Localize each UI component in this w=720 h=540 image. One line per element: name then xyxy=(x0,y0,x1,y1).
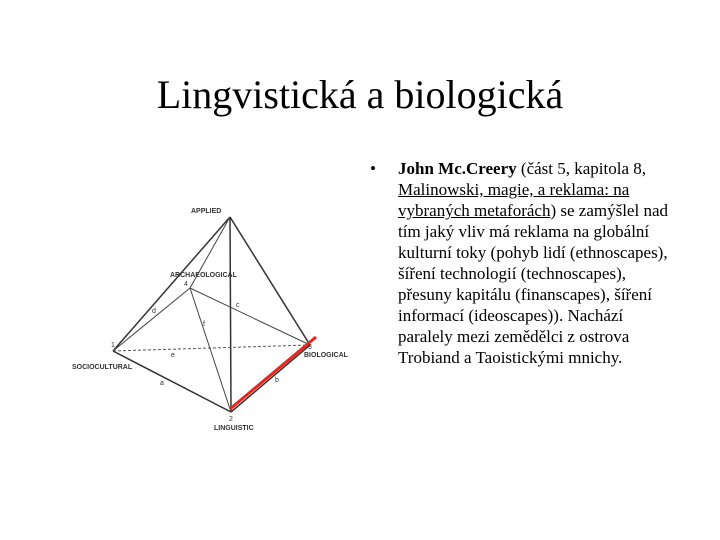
bullet-text xyxy=(398,158,670,368)
vertex-num-archaeological: 4 xyxy=(184,281,188,288)
edge-label-e: e xyxy=(171,352,175,359)
vertex-label-archaeological: ARCHAEOLOGICAL xyxy=(170,272,237,279)
edge-label-c: c xyxy=(236,302,240,309)
edge-label-f: f xyxy=(203,321,205,328)
slide-title: Lingvistická a biologická xyxy=(156,72,564,117)
edge-label-b: b xyxy=(275,377,279,384)
edge-applied-linguistic xyxy=(230,217,231,412)
edge-sociocultural-linguistic xyxy=(113,351,231,412)
vertex-num-biological: 3 xyxy=(308,344,312,351)
edge-sociocultural-biological xyxy=(113,345,310,351)
bullet-text-part2: ) se zamýšlel nad tím jaký vliv má reklama na globální kulturní toky (pohyb lidí (ethnoscapes), šíření technologií (technoscapes), přesuny kapitálu (finanscapes), šíření informací (ideoscapes)). Nachází paralely mezi zemědělci z ostrova Trobiand a Taoistickými mnichy. xyxy=(398,201,668,367)
author-name: John Mc.Creery xyxy=(398,159,517,178)
vertex-label-biological: BIOLOGICAL xyxy=(304,352,348,359)
bullet-symbol: • xyxy=(370,159,376,178)
highlight-line xyxy=(230,337,316,409)
vertex-label-applied: APPLIED xyxy=(191,208,222,215)
vertex-num-sociocultural: 1 xyxy=(111,342,115,349)
tetrahedron-diagram xyxy=(70,195,360,445)
vertex-label-sociocultural: SOCIOCULTURAL xyxy=(72,364,133,371)
edge-label-a: a xyxy=(160,380,164,387)
bullet-text-part1: (část 5, kapitola 8, xyxy=(516,159,647,178)
edge-applied-sociocultural xyxy=(113,217,230,351)
vertex-label-linguistic: LINGUISTIC xyxy=(214,425,254,432)
edge-label-d: d xyxy=(152,308,156,315)
edge-linguistic-biological xyxy=(231,345,310,412)
chapter-title: Malinowski, magie, a reklama: na vybraných metaforách xyxy=(398,180,630,220)
bullet-item xyxy=(370,158,670,368)
edge-archaeological-sociocultural xyxy=(113,288,190,351)
vertex-num-linguistic: 2 xyxy=(229,416,233,423)
